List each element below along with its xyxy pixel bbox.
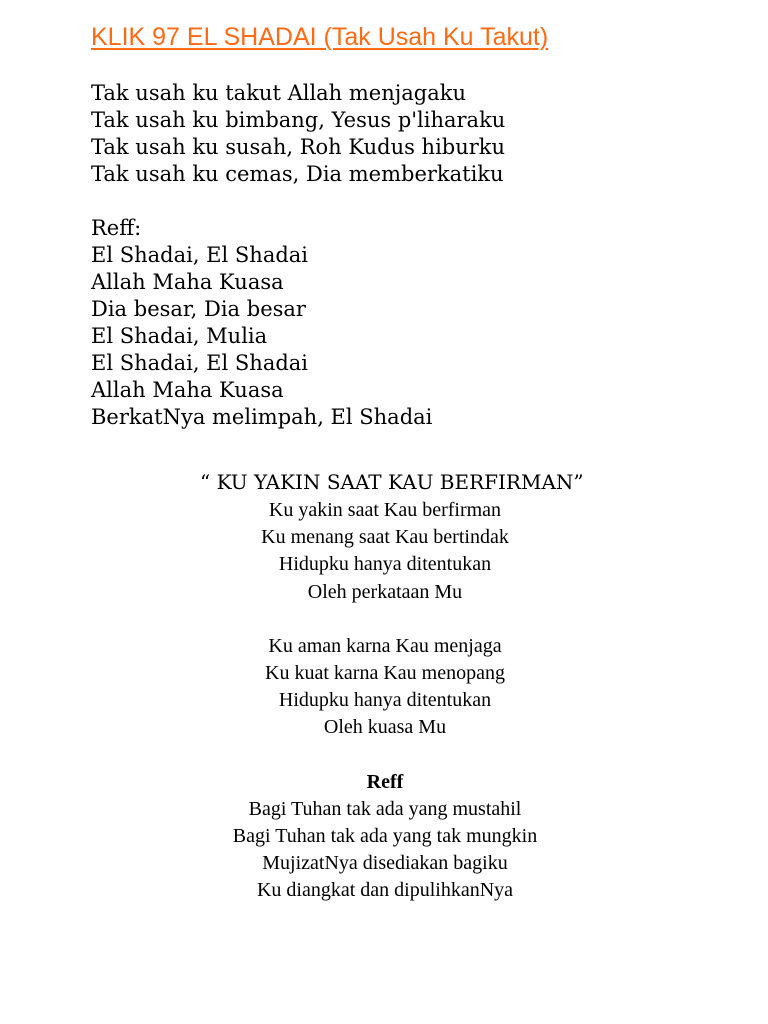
reff-line: BerkatNya melimpah, El Shadai	[91, 405, 433, 429]
reff-label: Reff	[366, 770, 404, 793]
verse-line: Tak usah ku bimbang, Yesus p'liharaku	[91, 108, 506, 132]
verse-line: Ku kuat karna Kau menopang	[265, 662, 505, 685]
verse-line: Ku yakin saat Kau berfirman	[268, 499, 502, 521]
stanza-gap	[200, 606, 570, 633]
stanza-gap	[200, 742, 570, 769]
reff-line: Ku diangkat dan dipulihkanNya	[256, 879, 514, 902]
song-heading: “ KU YAKIN SAAT KAU BERFIRMAN”	[200, 470, 584, 494]
verse-line: Tak usah ku susah, Roh Kudus hiburku	[91, 135, 506, 159]
verse-line: Ku aman karna Kau menjaga	[268, 634, 502, 657]
song-el-shadai	[91, 80, 505, 431]
song-ku-yakin	[200, 467, 584, 905]
verse-line: Oleh kuasa Mu	[323, 716, 447, 739]
verse-line: Tak usah ku takut Allah menjagaku	[91, 81, 466, 105]
verse-line: Tak usah ku cemas, Dia memberkatiku	[91, 162, 504, 186]
reff-line: Bagi Tuhan tak ada yang mustahil	[248, 797, 522, 820]
reff-line: El Shadai, El Shadai	[91, 351, 309, 375]
reff-line: Allah Maha Kuasa	[91, 270, 284, 294]
reff-line: Bagi Tuhan tak ada yang tak mungkin	[232, 825, 538, 848]
reff-line: Allah Maha Kuasa	[91, 378, 284, 402]
stanza-gap	[91, 188, 505, 215]
reff-line: Dia besar, Dia besar	[91, 297, 306, 321]
document-title: KLIK 97 EL SHADAI (Tak Usah Ku Takut)	[91, 23, 549, 51]
reff-line: El Shadai, El Shadai	[91, 243, 309, 267]
verse-line: Hidupku hanya ditentukan	[278, 553, 492, 576]
reff-line: El Shadai, Mulia	[91, 324, 268, 348]
verse-line: Hidupku hanya ditentukan	[278, 689, 492, 712]
verse-line: Ku menang saat Kau bertindak	[261, 526, 509, 549]
verse-line: Oleh perkataan Mu	[307, 580, 463, 603]
reff-label: Reff:	[91, 216, 142, 240]
reff-line: MujizatNya disediakan bagiku	[262, 852, 508, 875]
